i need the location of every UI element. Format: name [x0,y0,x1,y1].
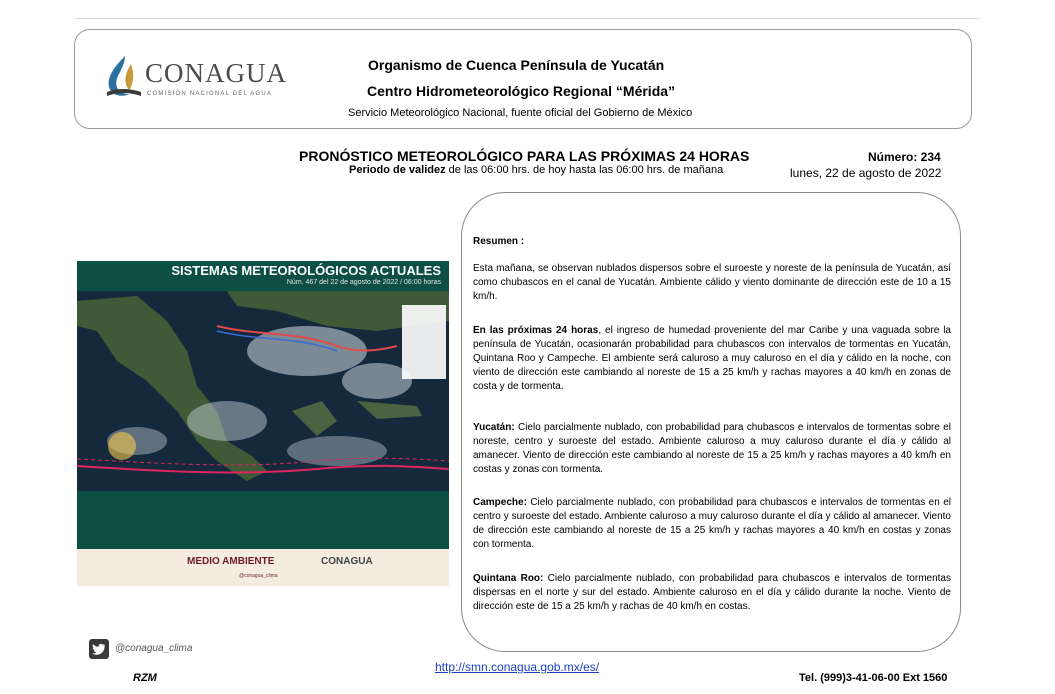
header-box [74,29,972,129]
map-footer-text [77,491,449,549]
state-yucatan [473,421,951,477]
state-text: Cielo parcialmente nublado, con probabilidad para chubascos e intervalos de tormentas sobre el noreste, centro y suroeste del estado. Ambiente caluroso a muy caluroso durante el día y cálido al amanecer. Viento de dirección este cambiando al noreste de 15 a 25 km/h y rachas mayores a 40 km/h en costas y zonas con tormenta. [473,422,951,475]
conagua-drop-icon [103,54,143,98]
medio-ambiente-logo: MEDIO AMBIENTE [187,556,275,567]
validity-text: de las 06:00 hrs. de hoy hasta las 06:00 hrs. de mañana [445,164,724,176]
forecast-title: PRONÓSTICO METEOROLÓGICO PARA LAS PRÓXIMAS 24 HORAS [299,148,750,164]
state-text: Cielo parcialmente nublado, con probabilidad para chubascos e intervalos de tormentas en el centro y suroeste del estado. Ambiente caluroso a muy caluroso durante el día y cálido al amanecer. Viento de dirección este cambiando al noreste de 15 a 25 km/h y rachas mayores a 40 km/h en costas y zonas con tormenta. [473,497,951,550]
map-header [77,261,449,291]
summary-heading-text: Resumen : [473,236,525,247]
author-initials: RZM [133,672,157,684]
state-quintana-roo [473,572,951,614]
conagua-logo [103,54,303,104]
state-label: Campeche: [473,497,527,508]
summary-next24 [473,324,951,394]
validity-label: Periodo de validez [349,164,446,176]
map-logos-band [77,549,449,586]
validity-line [349,164,723,176]
state-label: Yucatán: [473,422,515,433]
next24-label: En las próximas 24 horas [473,325,599,336]
summary-heading [473,235,951,249]
map-title: SISTEMAS METEOROLÓGICOS ACTUALES [171,263,441,278]
summary-intro: Esta mañana, se observan nublados dispersos sobre el suroeste y noreste de la península de Yucatán, así como chubascos en el canal de Yucatán. Ambiente cálido y viento dominante de dirección este de 10 a 15 km/h. [473,263,951,302]
weather-map-image [77,261,449,586]
website-link[interactable]: http://smn.conagua.gob.mx/es/ [435,660,600,674]
center-title: Centro Hidrometeorológico Regional “Mérida” [367,83,676,99]
next24-text: , el ingreso de humedad proveniente del mar Caribe y una vaguada sobre la península de Yucatán, ocasionarán probabilidad para chubascos con intervalos de tormentas en Yucatán, Quintana Roo y Campeche. El ambiente será caluroso a muy caluroso en el día y cálido en la noche, con viento de dirección este cambiando al noreste de 15 a 25 km/h y rachas mayores a 40 km/h en zonas de costa y de tormenta. [473,325,951,392]
phone-number: Tel. (999)3-41-06-00 Ext 1560 [799,672,948,684]
forecast-text-box [461,192,961,652]
state-campeche [473,496,951,552]
twitter-icon[interactable] [89,639,109,659]
satellite-map [77,291,449,491]
map-social-handle: @conagua_clima [239,573,278,579]
logo-subtext: COMISIÓN NACIONAL DEL AGUA [147,91,273,97]
top-divider [75,18,980,19]
state-text: Cielo parcialmente nublado, con probabilidad para chubascos e intervalos de tormentas dispersas en el norte y sur del estado. Ambiente caluroso en el día y cálido durante la noche. Viento de dirección este de 15 a 25 km/h y rachas de 40 km/h en costas. [473,573,951,612]
bulletin-date: lunes, 22 de agosto de 2022 [790,166,942,180]
twitter-handle[interactable]: @conagua_clima [115,643,193,654]
service-line: Servicio Meteorológico Nacional, fuente oficial del Gobierno de México [348,107,693,119]
conagua-small-logo: CONAGUA [321,556,373,567]
map-subtitle: Núm. 467 del 22 de agosto de 2022 / 06:00 horas [286,279,441,286]
logo-word: CONAGUA [145,58,287,88]
organization-title: Organismo de Cuenca Península de Yucatán [368,57,665,73]
state-label: Quintana Roo: [473,573,544,584]
bulletin-number: Número: 234 [868,150,941,164]
